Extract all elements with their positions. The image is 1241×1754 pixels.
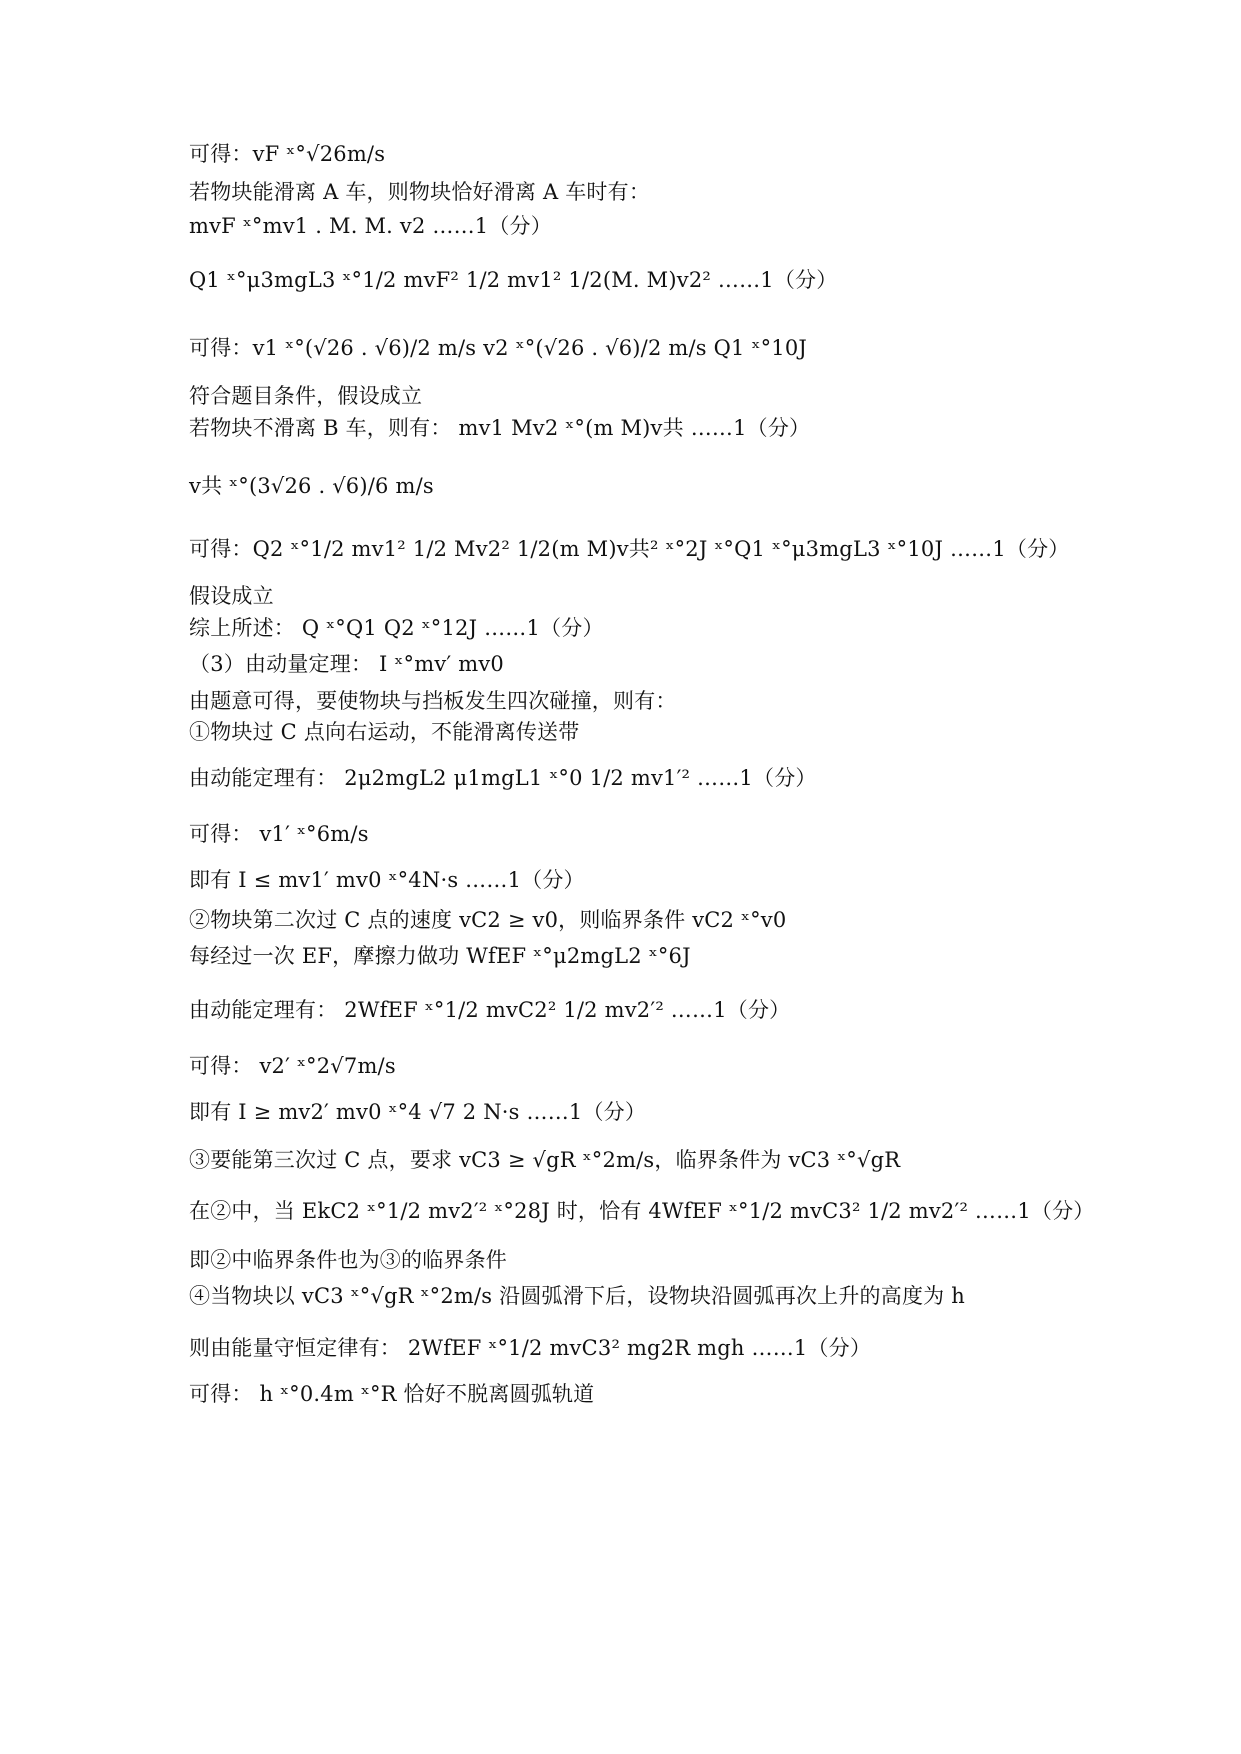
equation-line: mvF ˣ°mv1 . M. M. v2 ……1（分） — [189, 214, 552, 238]
equation-line: 则由能量守恒定律有： 2WfEF ˣ°1/2 mvC3² mg2R mgh ……1（分） — [189, 1336, 872, 1360]
equation-line: 若物块不滑离 B 车，则有： mv1 Mv2 ˣ°(m M)v共 ……1（分） — [189, 416, 811, 440]
text-line: 符合题目条件，假设成立 — [189, 384, 423, 408]
text-line: 即②中临界条件也为③的临界条件 — [189, 1248, 507, 1272]
text-line: 假设成立 — [189, 584, 274, 608]
equation-line: 由动能定理有： 2WfEF ˣ°1/2 mvC2² 1/2 mv2′² ……1（分） — [189, 998, 791, 1022]
text-line: ①物块过 C 点向右运动，不能滑离传送带 — [189, 720, 580, 744]
equation-line: 综上所述： Q ˣ°Q1 Q2 ˣ°12J ……1（分） — [189, 616, 604, 640]
text-line: 若物块能滑离 A 车，则物块恰好滑离 A 车时有： — [189, 180, 651, 204]
equation-line: 可得：v1 ˣ°(√26 . √6)/2 m/s v2 ˣ°(√26 . √6)/2 m/s Q1 ˣ°10J — [189, 336, 808, 360]
text-line: 可得：vF ˣ°√26m/s — [189, 142, 386, 166]
equation-line: 即有 I ≤ mv1′ mv0 ˣ°4N·s ……1（分） — [189, 868, 585, 892]
equation-line: 即有 I ≥ mv2′ mv0 ˣ°4 √7 2 N·s ……1（分） — [189, 1100, 647, 1124]
equation-line: v共 ˣ°(3√26 . √6)/6 m/s — [189, 474, 434, 498]
equation-line: （3）由动量定理： I ˣ°mv′ mv0 — [189, 652, 504, 676]
equation-line: ②物块第二次过 C 点的速度 vC2 ≥ v0，则临界条件 vC2 ˣ°v0 — [189, 908, 787, 932]
equation-line: ③要能第三次过 C 点，要求 vC3 ≥ √gR ˣ°2m/s，临界条件为 vC3 ˣ°√gR — [189, 1148, 901, 1172]
equation-line: 可得： v1′ ˣ°6m/s — [189, 822, 369, 846]
equation-line: 由动能定理有： 2μ2mgL2 μ1mgL1 ˣ°0 1/2 mv1′² ……1（分） — [189, 766, 817, 790]
equation-line: 每经过一次 EF，摩擦力做功 WfEF ˣ°μ2mgL2 ˣ°6J — [189, 944, 691, 968]
equation-line: 可得： v2′ ˣ°2√7m/s — [189, 1054, 396, 1078]
equation-line: ④当物块以 vC3 ˣ°√gR ˣ°2m/s 沿圆弧滑下后，设物块沿圆弧再次上升的高度为 h — [189, 1284, 965, 1308]
equation-line: 可得： h ˣ°0.4m ˣ°R 恰好不脱离圆弧轨道 — [189, 1382, 595, 1406]
equation-line: Q1 ˣ°μ3mgL3 ˣ°1/2 mvF² 1/2 mv1² 1/2(M. M)v2² ……1（分） — [189, 268, 838, 292]
text-line: 由题意可得，要使物块与挡板发生四次碰撞，则有： — [189, 689, 677, 713]
equation-line: 在②中，当 EkC2 ˣ°1/2 mv2′² ˣ°28J 时，恰有 4WfEF ˣ°1/2 mvC3² 1/2 mv2′² ……1（分） — [189, 1199, 1095, 1223]
equation-line: 可得：Q2 ˣ°1/2 mv1² 1/2 Mv2² 1/2(m M)v共² ˣ°2J ˣ°Q1 ˣ°μ3mgL3 ˣ°10J ……1（分） — [189, 537, 1070, 561]
